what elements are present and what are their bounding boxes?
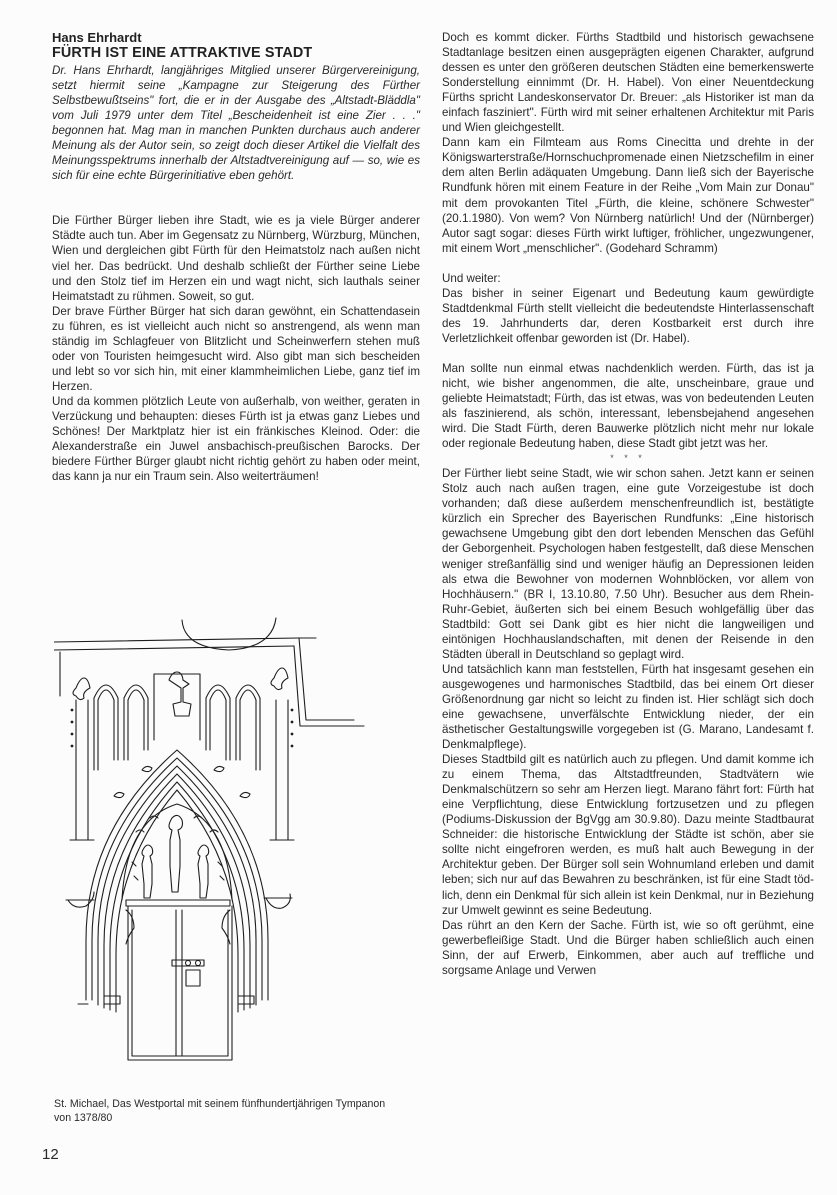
page-number: 12 [42,1146,59,1163]
paragraph: Die Fürther Bürger lieben ihre Stadt, wie es ja viele Bürger anderer Städte auch tun. Aber im Gegensatz zu Nürnberg, Würzburg, München, Wien und dergleichen gibt Fürth für den Heimatstolz nach außen nicht viel her. Das bedrückt. Und deshalb schließt der Fürther seine Liebe und den Stolz tief im Herzen ein und wagt nicht, sich lauthals seiner Heimatstadt zu rühmen. Soweit, so gut. [52,214,420,303]
paragraph: Dann kam ein Filmteam aus Roms Cinecitta und drehte in der Königswarterstraße/Hornschuchpromenade einen Nietzschefilm in einer dem alten Berlin adäquaten Umgebung. Dann ließ sich der Bayerische Rundfunk hören mit einem Feature in der Reihe „Vom Main zur Donau" mit dem provokanten Titel „Fürth, die kleine, schönere Schwester" (20.1.1980). Von wem? Von Nürnberg natürlich! Und der (Nürnberger) Autor sagt sogar: dieses Fürth wirkt luftiger, fröhlicher, ungezwungener, mit einem Wort „menschlicher". (Godehard Schramm) [442,136,814,255]
left-body [52,213,420,484]
paragraph: Der brave Fürther Bürger hat sich daran gewöhnt, ein Schattendasein zu führen, es ist vielleicht auch nicht so anstrengend, als wenn man ständig im Schlagfeuer von Blitzlicht und Scheinwerfern stehen muß oder von Touristen heimgesucht wird. Also gibt man sich bescheiden und lebt so vor sich hin, mit einer klammheimlichen Liebe, ganz tief im Herzen. [52,304,420,393]
paragraph: Dieses Stadtbild gilt es natürlich auch zu pflegen. Und damit komme ich zu einem Thema, das Altstadtfreunden, Stadtvätern wie Denkmalschützern so sehr am Herzen liegt. Marano fährt fort: Fürth hat eine Verpflichtung, diese Entwicklung fortzusetzen und zu pflegen (Podiums-Diskussion der BgVgg am 30.9.80). Dazu meinte Stadtbaurat Schneider: die historische Entwicklung der Städte ist schön, aber sie sollte nicht eingefroren werden, es muß halt auch Bewegung in der Architektur geben. Der Bürger soll sein Wohnumland erleben und damit leben; sich nur auf das Bewahren zu beschränken, ist für eine Stadt tödlich, denn ein Denkmal für sich allein ist kein Denkmal, nur in Beziehung zur Umwelt gewinnt es seine Bedeutung. [442,753,814,917]
und-weiter-label: Und weiter: [442,271,501,285]
portal-drawing [54,600,384,1070]
paragraph: Und tatsächlich kann man feststellen, Fürth hat insgesamt gesehen ein ausgewogenes und harmonisches Stadtbild, das bei einem Ort dieser Größenordnung gar nicht so leicht zu finden ist. Hier schlägt sich doch eine gewachsene, unverfälschte Entwicklung nieder, der ein ästhetischer Gestaltungswille vorgegeben ist (G. Marano, Landesamt f. Denkmalpflege). [442,662,814,752]
article-title: FÜRTH IST EINE ATTRAKTIVE STADT [52,45,313,61]
right-column [442,30,814,978]
paragraph: Der Fürther liebt seine Stadt, wie wir schon sahen. Jetzt kann er seinen Stolz auch nach außen tragen, eine gute Vorzeigestube ist doch vorhanden; daß diese außerdem menschenfreundlich ist, bestätigte kürzlich ein Sprecher des Bayerischen Rundfunks: „Eine historisch gewachsene Umgebung gibt den dort lebenden Menschen das Gefühl der Geborgenheit. Psychologen haben festgestellt, daß diese Menschen weniger streßanfällig sind und weniger häufig an Depressionen leiden als etwa die Bewohner von modernen Wohnblöcken, vor allem von Hochhäusern." (BR I, 13.10.80, 7.50 Uhr). Besucher aus dem Rhein-Ruhr-Gebiet, äußerten sich bei einem Besuch wohlgefällig über das Stadtbild: Gott sei Dank gibt es hier nicht die langweiligen und eintönigen Hochhauslandschaften, mit denen der Reisende in den Städten überall in Deutschland so geplagt wird. [442,467,814,661]
left-column [52,30,420,484]
paragraph: Man sollte nun einmal etwas nachdenklich werden. Fürth, das ist ja nicht, wie bisher angenommen, die alte, unscheinbare, graue und geliebte Heimatstadt; Fürth, das ist etwas, was von bedeutenden Leuten als faszinierend, als schön, interessant, lebensbejahend angesehen wird. Die Stadt Fürth, deren Bauwerke plötzlich nicht mehr nur lokale oder regionale Bedeutung haben, diese Stadt gibt jetzt was her. [442,361,814,451]
spacer [442,346,814,361]
spacer [442,256,814,271]
article-intro: Dr. Hans Ehrhardt, langjähriges Mitglied unserer Bürgervereinigung, setzt hiermit seine „Kampagne zur Steigerung des Fürther Selbstbewußtseins" fort, die er in der Ausgabe des „Altstadt-Bläddla" vom Juli 1979 unter dem Titel „Bescheidenheit ist eine Zier . . ." begonnen hat. Mag man in manchen Punkten durchaus auch anderer Meinung als der Autor sein, so zeigt doch dieser Artikel die Vielfalt des Meinungsspektrums innerhalb der Altstadtvereinigung auf — so, wie es sich für eine echte Bürgerinitiative eben gehört. [52,64,420,183]
author-name: Hans Ehrhardt [52,30,142,45]
paragraph: Doch es kommt dicker. Fürths Stadtbild und historisch gewachsene Stadtanlage besitzen einen ausgeprägten eigenen Charakter, aufgrund dessen es unter den größeren deutschen Städten eine bemerkenswerte Sonderstellung einnimmt (Dr. H. Habel). Von einer Neuentdeckung Fürths spricht Landeskonservator Dr. Breuer: „als Historiker ist man da einfach fasziniert". Fürth wird mit seiner erhaltenen Architektur mit Paris und Wien gleichgestellt. [442,31,814,135]
section-separator: * * * [610,453,646,464]
gothic-portal-illustration-icon [54,600,384,1070]
quote-paragraph: Das bisher in seiner Eigenart und Bedeutung kaum gewürdigte Stadtdenkmal Fürth stellt vielleicht die bedeutendste Hinterlassenschaft des 19. Jahrhunderts dar, deren Kostbarkeit erst durch ihre Verletzlichkeit offenbar geworden ist (Dr. Habel). [442,286,814,345]
paragraph: Und da kommen plötzlich Leute von außerhalb, von weither, geraten in Verzückung und behaupten: dieses Fürth ist ja etwas ganz Liebes und Schönes! Der Marktplatz hier ist ein fränkisches Kleinod. Oder: die Alexanderstraße ein Juwel ansbachisch-preußischen Barocks. Der biedere Fürther Bürger glaubt nicht richtig gehört zu haben oder meint, das kann ja nur ein Traum sein. Also weiterträumen! [52,394,420,484]
paragraph: Das rührt an den Kern der Sache. Fürth ist, wie so oft gerühmt, eine gewerbefleißige Stadt. Und die Bürger haben schließlich auch einen Sinn, der auf Erwerb, Einkommen, aber auch auf treffliche und sorgsame Anlage und Verwen [442,918,814,977]
figure-caption: St. Michael, Das Westportal mit seinem fünfhundertjährigen Tympanon von 1378/80 [54,1098,386,1124]
